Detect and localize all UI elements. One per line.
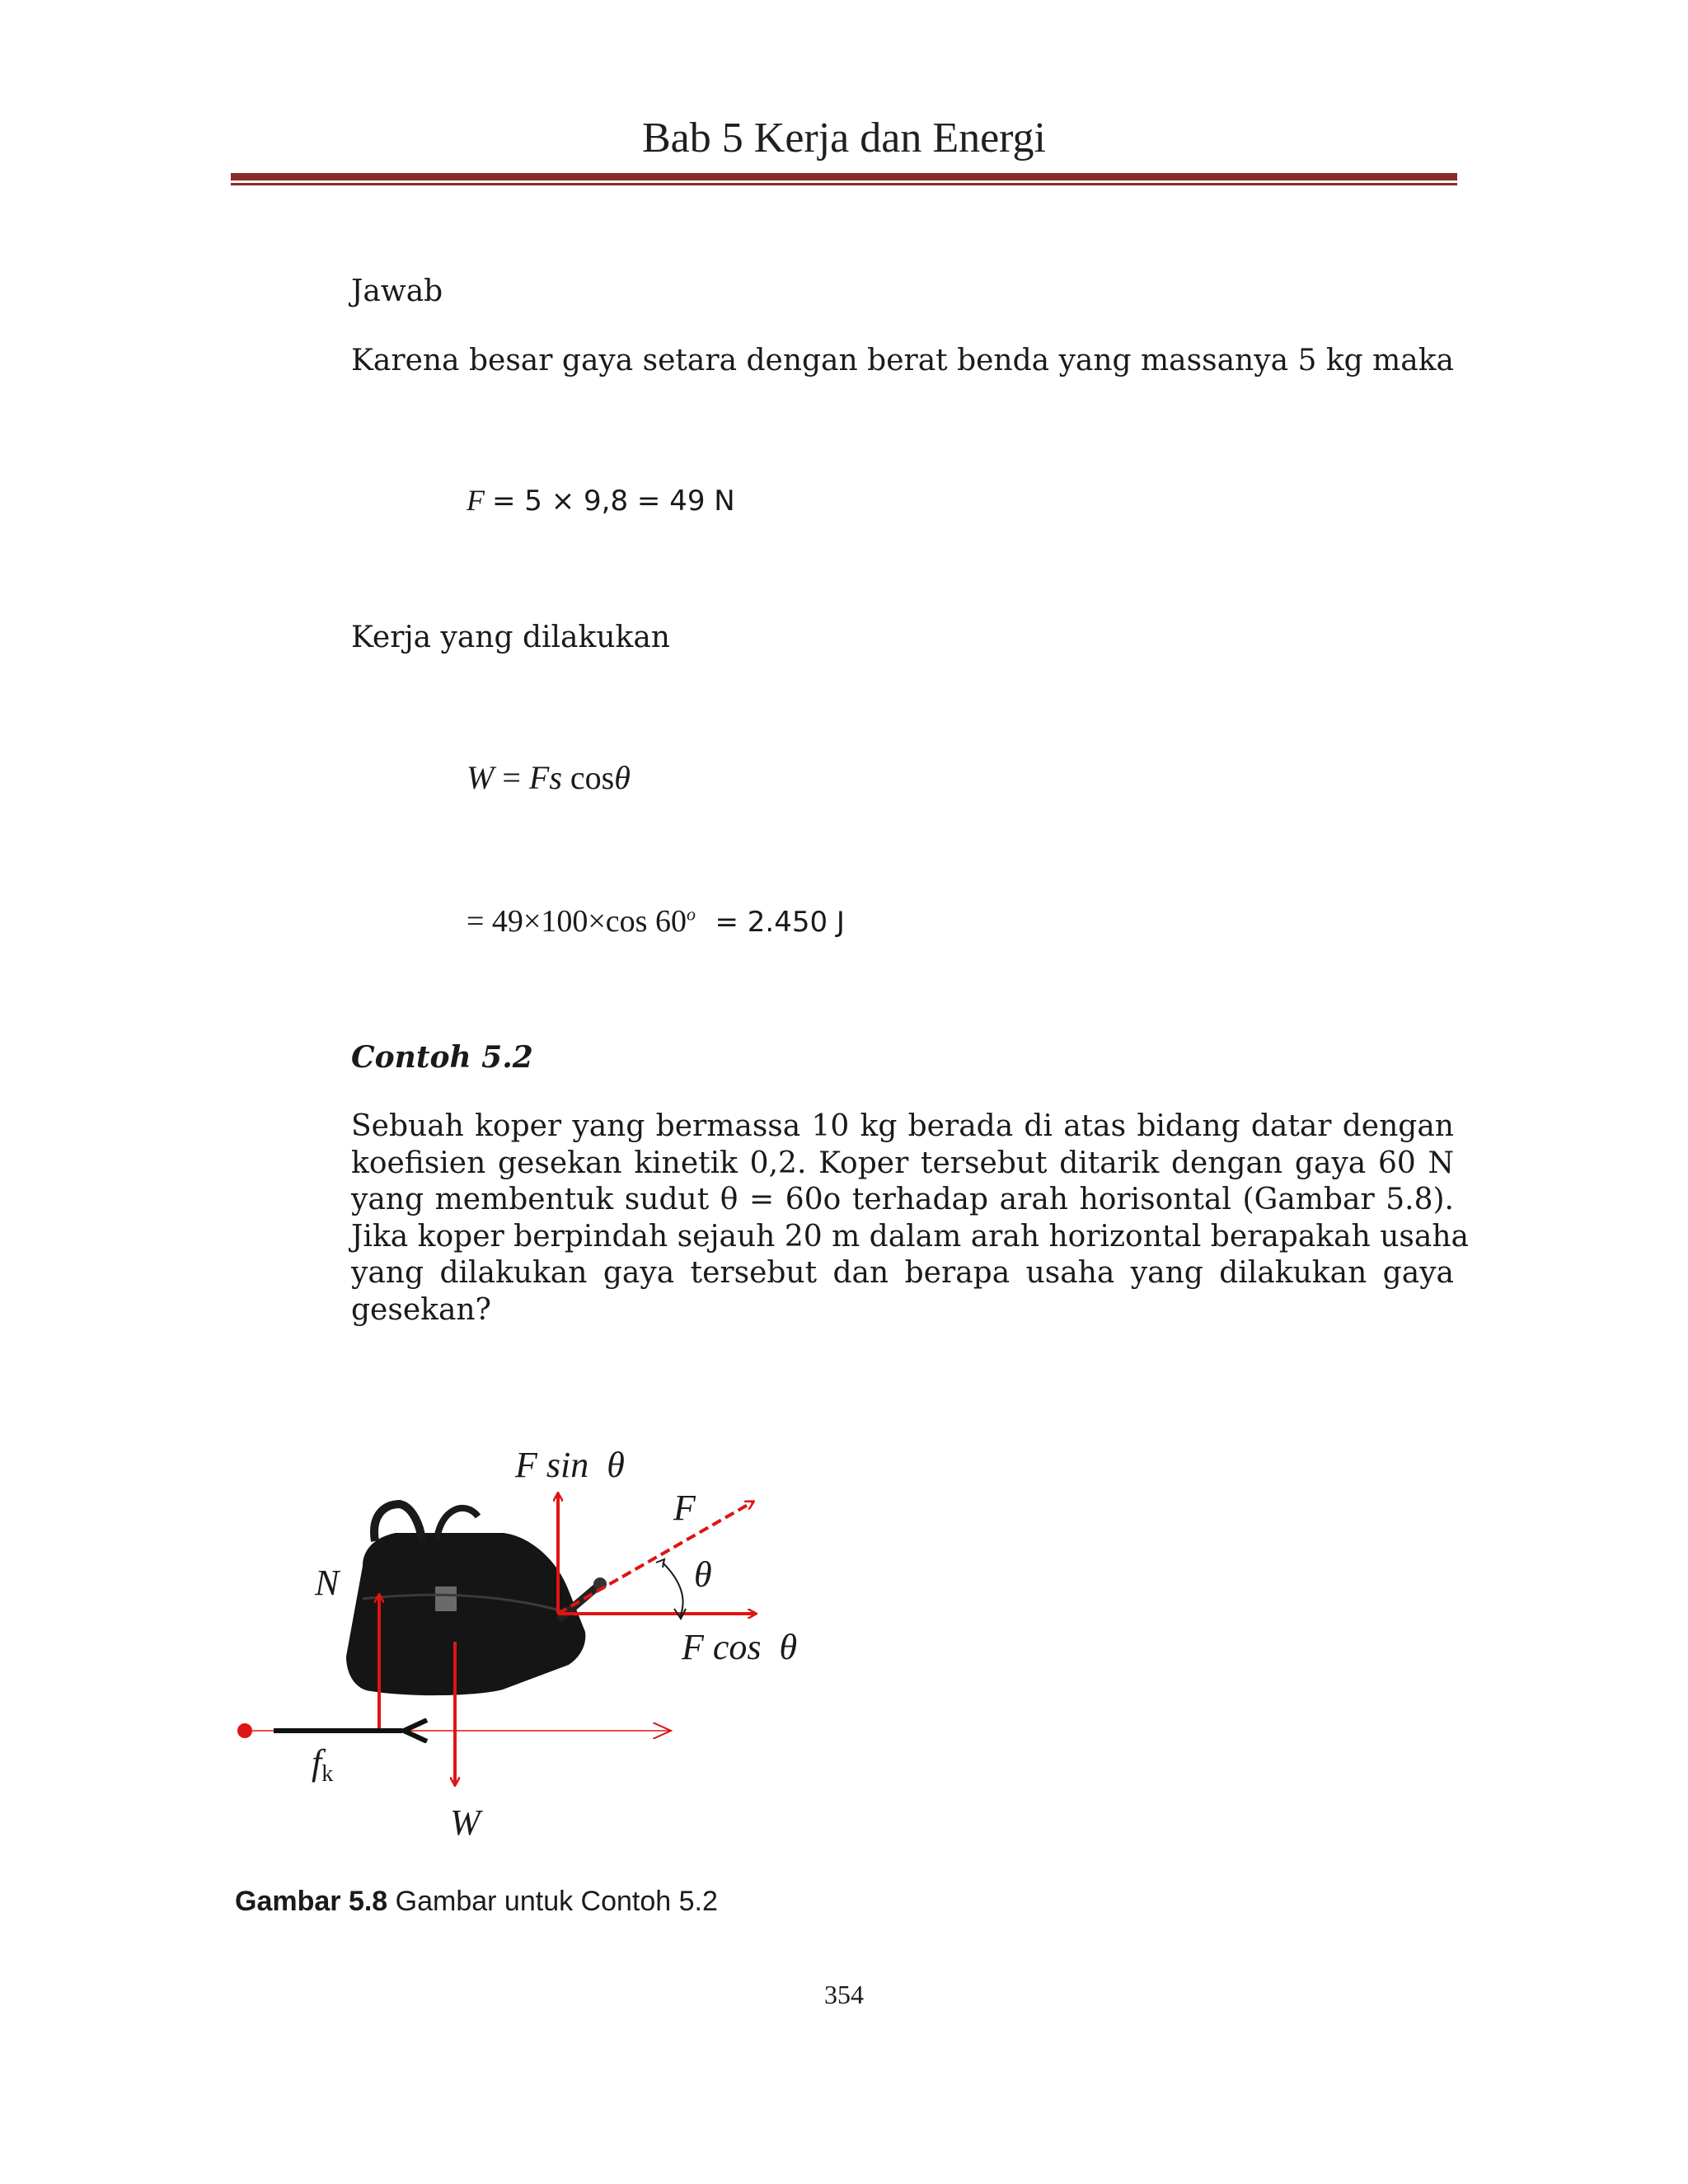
header-rule-thin [231, 183, 1457, 185]
eq-work-cos: cos [570, 759, 615, 796]
suitcase-image [346, 1504, 607, 1695]
origin-dot [237, 1723, 252, 1738]
example-line: Jika koper berpindah sejauh 20 m dalam arah horizontal berapakah usaha [351, 1219, 1469, 1254]
eq-force-lhs: F [467, 484, 485, 517]
force-diagram [231, 1426, 824, 1854]
caption-text: Gambar untuk Contoh 5.2 [387, 1886, 718, 1917]
eq-work-f: F [528, 759, 550, 796]
label-theta: θ [694, 1554, 712, 1595]
label-f-sin-theta: F sin θ [515, 1445, 625, 1485]
eq-work-s: s [549, 759, 562, 796]
header-rule-thick [231, 173, 1457, 180]
eq-work-lhs: W [467, 759, 495, 796]
eq-work-theta: θ [614, 759, 631, 796]
example-line: gesekan? [351, 1292, 491, 1327]
theta-arrowhead [656, 1559, 664, 1568]
label-friction-f: f [312, 1742, 322, 1783]
answer-intro: Karena besar gaya setara dengan berat benda yang massanya 5 kg maka [351, 344, 1455, 377]
label-friction-k: k [321, 1761, 334, 1787]
equation-force [467, 483, 735, 518]
label-f: F [673, 1488, 696, 1528]
answer-label: Jawab [351, 274, 443, 308]
work-label: Kerja yang dilakukan [351, 621, 670, 654]
eq-value-result: = 2.450 J [715, 906, 845, 939]
eq-value-expr: = 49×100×cos 60 [467, 904, 687, 939]
label-f-cos-theta: F cos θ [682, 1627, 798, 1667]
example-line: yang membentuk sudut θ = 60o terhadap arah horisontal (Gambar 5.8). [351, 1183, 1454, 1216]
example-paragraph [351, 1108, 1469, 1329]
page-number: 354 [824, 1980, 864, 2009]
example-line: koefisien gesekan kinetik 0,2. Koper tersebut ditarik dengan gaya 60 N [351, 1146, 1454, 1180]
figure-caption [235, 1886, 718, 1918]
eq-work-equals: = [502, 759, 521, 796]
example-line: yang dilakukan gaya tersebut dan berapa usaha yang dilakukan gaya [351, 1256, 1454, 1290]
equation-work [467, 758, 631, 797]
caption-label: Gambar 5.8 [235, 1886, 388, 1917]
theta-angle-arc [663, 1563, 683, 1617]
eq-value-degree: o [686, 903, 696, 925]
equation-work-value [467, 903, 845, 940]
label-weight: W [450, 1802, 481, 1843]
eq-force-rhs: = 5 × 9,8 = 49 N [492, 485, 735, 518]
example-title: Contoh 5.2 [351, 1040, 533, 1075]
f-dashed-arrow [558, 1502, 753, 1614]
label-normal-force: N [315, 1563, 340, 1603]
example-line: Sebuah koper yang bermassa 10 kg berada di atas bidang datar dengan [351, 1109, 1454, 1143]
label-friction [312, 1742, 333, 1787]
chapter-title: Bab 5 Kerja dan Energi [642, 115, 1046, 162]
